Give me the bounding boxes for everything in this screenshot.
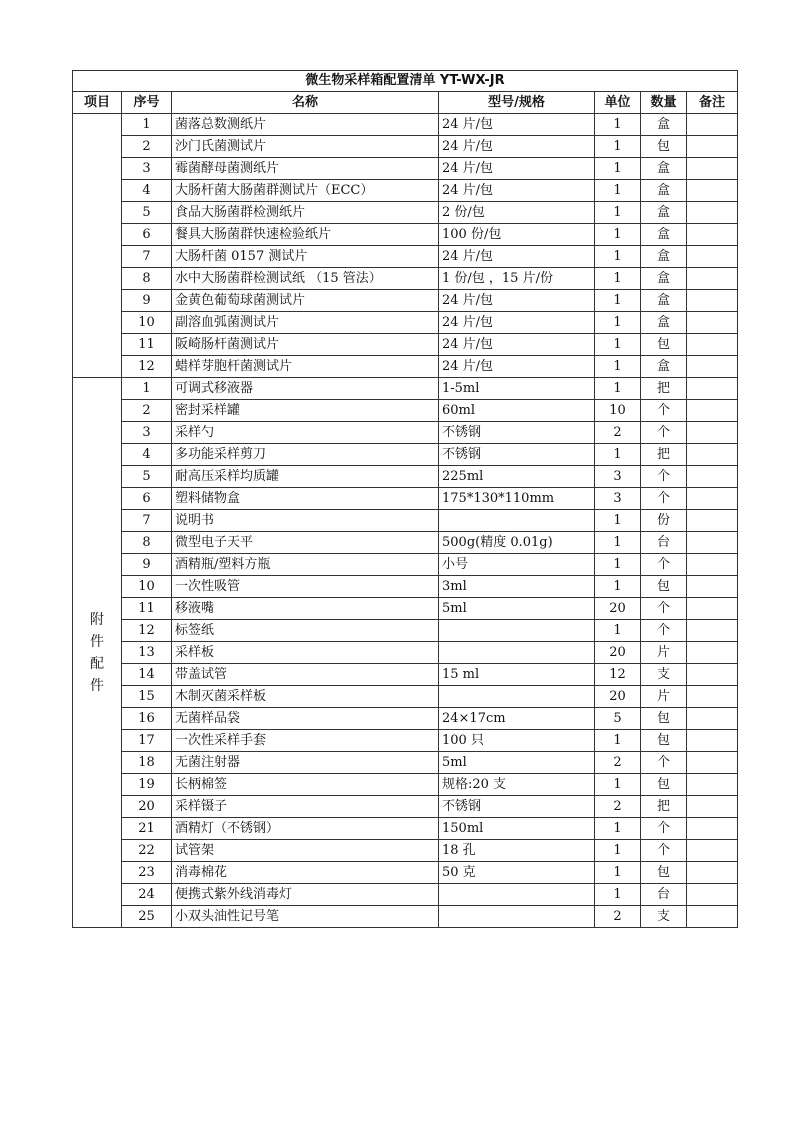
item-no: 2	[122, 400, 172, 422]
item-remark	[687, 202, 738, 224]
item-unit: 10	[595, 400, 641, 422]
item-qty: 支	[641, 664, 687, 686]
item-model	[439, 884, 595, 906]
item-name: 采样镊子	[172, 796, 439, 818]
table-row	[73, 400, 738, 422]
item-no: 23	[122, 862, 172, 884]
item-name: 餐具大肠菌群快速检验纸片	[172, 224, 439, 246]
item-no: 14	[122, 664, 172, 686]
item-name: 可调式移液器	[172, 378, 439, 400]
item-qty: 盒	[641, 114, 687, 136]
item-unit: 1	[595, 576, 641, 598]
item-unit: 1	[595, 180, 641, 202]
item-model: 规格:20 支	[439, 774, 595, 796]
item-unit: 2	[595, 752, 641, 774]
item-remark	[687, 818, 738, 840]
item-name: 食品大肠菌群检测纸片	[172, 202, 439, 224]
item-no: 17	[122, 730, 172, 752]
item-remark	[687, 290, 738, 312]
item-model: 1-5ml	[439, 378, 595, 400]
item-name: 便携式紫外线消毒灯	[172, 884, 439, 906]
item-no: 5	[122, 466, 172, 488]
item-model: 50 克	[439, 862, 595, 884]
table-row	[73, 642, 738, 664]
table-row	[73, 554, 738, 576]
header-model: 型号/规格	[439, 92, 595, 114]
page-title: 微生物采样箱配置清单 YT-WX-JR	[73, 71, 738, 92]
item-model: 24 片/包	[439, 114, 595, 136]
table-row	[73, 884, 738, 906]
table-row	[73, 532, 738, 554]
item-model: 24 片/包	[439, 180, 595, 202]
table-row	[73, 114, 738, 136]
item-qty: 台	[641, 532, 687, 554]
item-qty: 包	[641, 862, 687, 884]
item-remark	[687, 906, 738, 928]
table-row	[73, 136, 738, 158]
item-no: 10	[122, 576, 172, 598]
item-unit: 1	[595, 840, 641, 862]
item-model: 不锈钢	[439, 444, 595, 466]
item-qty: 支	[641, 906, 687, 928]
item-name: 霉菌酵母菌测纸片	[172, 158, 439, 180]
item-no: 22	[122, 840, 172, 862]
table-row	[73, 620, 738, 642]
item-no: 8	[122, 268, 172, 290]
item-no: 19	[122, 774, 172, 796]
item-remark	[687, 378, 738, 400]
item-remark	[687, 730, 738, 752]
item-no: 7	[122, 510, 172, 532]
table-row	[73, 466, 738, 488]
item-unit: 1	[595, 334, 641, 356]
item-model: 5ml	[439, 598, 595, 620]
item-remark	[687, 268, 738, 290]
item-qty: 盒	[641, 356, 687, 378]
item-name: 金黄色葡萄球菌测试片	[172, 290, 439, 312]
item-unit: 1	[595, 290, 641, 312]
item-no: 25	[122, 906, 172, 928]
item-remark	[687, 510, 738, 532]
item-model: 3ml	[439, 576, 595, 598]
item-remark	[687, 576, 738, 598]
item-remark	[687, 400, 738, 422]
item-qty: 个	[641, 840, 687, 862]
item-remark	[687, 444, 738, 466]
item-qty: 个	[641, 422, 687, 444]
item-model: 15 ml	[439, 664, 595, 686]
item-model: 24 片/包	[439, 290, 595, 312]
item-unit: 1	[595, 224, 641, 246]
item-name: 酒精瓶/塑料方瓶	[172, 554, 439, 576]
item-name: 一次性吸管	[172, 576, 439, 598]
title-row	[73, 71, 738, 92]
table-row	[73, 862, 738, 884]
item-remark	[687, 180, 738, 202]
item-remark	[687, 796, 738, 818]
configuration-table	[72, 70, 738, 928]
item-remark	[687, 224, 738, 246]
header-category: 项目	[73, 92, 122, 114]
item-name: 密封采样罐	[172, 400, 439, 422]
item-qty: 包	[641, 136, 687, 158]
item-model: 24 片/包	[439, 246, 595, 268]
item-remark	[687, 840, 738, 862]
item-name: 标签纸	[172, 620, 439, 642]
item-qty: 个	[641, 400, 687, 422]
table-row	[73, 752, 738, 774]
item-name: 移液嘴	[172, 598, 439, 620]
item-remark	[687, 158, 738, 180]
item-no: 6	[122, 488, 172, 510]
item-unit: 1	[595, 730, 641, 752]
item-unit: 1	[595, 114, 641, 136]
item-no: 10	[122, 312, 172, 334]
item-remark	[687, 312, 738, 334]
group-label	[73, 114, 122, 378]
item-model: 24 片/包	[439, 136, 595, 158]
item-model: 100 只	[439, 730, 595, 752]
item-name: 微型电子天平	[172, 532, 439, 554]
item-qty: 包	[641, 576, 687, 598]
item-unit: 1	[595, 510, 641, 532]
item-remark	[687, 334, 738, 356]
header-qty: 数量	[641, 92, 687, 114]
item-qty: 盒	[641, 246, 687, 268]
item-model	[439, 510, 595, 532]
table-row	[73, 598, 738, 620]
item-model: 24 片/包	[439, 334, 595, 356]
table-row	[73, 334, 738, 356]
item-qty: 个	[641, 554, 687, 576]
item-unit: 3	[595, 488, 641, 510]
table-row	[73, 224, 738, 246]
header-no: 序号	[122, 92, 172, 114]
item-qty: 盒	[641, 224, 687, 246]
item-unit: 1	[595, 884, 641, 906]
item-name: 说明书	[172, 510, 439, 532]
table-row	[73, 818, 738, 840]
header-remark: 备注	[687, 92, 738, 114]
table-row	[73, 510, 738, 532]
header-row	[73, 92, 738, 114]
item-qty: 把	[641, 444, 687, 466]
item-unit: 1	[595, 158, 641, 180]
item-name: 大肠杆菌 0157 测试片	[172, 246, 439, 268]
table-row	[73, 708, 738, 730]
item-remark	[687, 642, 738, 664]
item-model: 18 孔	[439, 840, 595, 862]
item-qty: 盒	[641, 290, 687, 312]
item-qty: 盒	[641, 158, 687, 180]
item-qty: 包	[641, 708, 687, 730]
item-no: 3	[122, 422, 172, 444]
item-unit: 2	[595, 422, 641, 444]
item-name: 长柄棉签	[172, 774, 439, 796]
item-model: 60ml	[439, 400, 595, 422]
item-qty: 盒	[641, 268, 687, 290]
item-no: 1	[122, 378, 172, 400]
item-remark	[687, 422, 738, 444]
item-qty: 个	[641, 818, 687, 840]
item-name: 蜡样芽胞杆菌测试片	[172, 356, 439, 378]
table-row	[73, 268, 738, 290]
item-name: 木制灭菌采样板	[172, 686, 439, 708]
item-no: 21	[122, 818, 172, 840]
table-row	[73, 664, 738, 686]
item-unit: 1	[595, 136, 641, 158]
item-remark	[687, 356, 738, 378]
item-unit: 1	[595, 818, 641, 840]
item-remark	[687, 686, 738, 708]
table-row	[73, 488, 738, 510]
item-unit: 1	[595, 774, 641, 796]
item-unit: 1	[595, 202, 641, 224]
item-model: 225ml	[439, 466, 595, 488]
item-model	[439, 620, 595, 642]
item-no: 3	[122, 158, 172, 180]
item-unit: 1	[595, 356, 641, 378]
item-unit: 1	[595, 268, 641, 290]
table-row	[73, 356, 738, 378]
item-name: 消毒棉花	[172, 862, 439, 884]
table-row	[73, 202, 738, 224]
item-model: 150ml	[439, 818, 595, 840]
item-model: 不锈钢	[439, 796, 595, 818]
item-no: 5	[122, 202, 172, 224]
item-remark	[687, 598, 738, 620]
item-name: 水中大肠菌群检测试纸 （15 管法）	[172, 268, 439, 290]
item-remark	[687, 884, 738, 906]
item-qty: 个	[641, 620, 687, 642]
item-remark	[687, 488, 738, 510]
item-model: 175*130*110mm	[439, 488, 595, 510]
item-qty: 包	[641, 334, 687, 356]
table-row	[73, 906, 738, 928]
item-no: 2	[122, 136, 172, 158]
item-model	[439, 642, 595, 664]
item-name: 大肠杆菌大肠菌群测试片（ECC）	[172, 180, 439, 202]
item-unit: 1	[595, 532, 641, 554]
table-row	[73, 576, 738, 598]
item-remark	[687, 664, 738, 686]
table-row	[73, 422, 738, 444]
item-model: 1 份/包 ，15 片/份	[439, 268, 595, 290]
header-unit: 单位	[595, 92, 641, 114]
table-row	[73, 312, 738, 334]
item-no: 1	[122, 114, 172, 136]
table-row	[73, 840, 738, 862]
item-qty: 盒	[641, 312, 687, 334]
item-no: 9	[122, 554, 172, 576]
item-name: 一次性采样手套	[172, 730, 439, 752]
item-no: 7	[122, 246, 172, 268]
header-name: 名称	[172, 92, 439, 114]
item-remark	[687, 466, 738, 488]
item-no: 9	[122, 290, 172, 312]
item-remark	[687, 246, 738, 268]
item-model	[439, 906, 595, 928]
item-model: 500g(精度 0.01g)	[439, 532, 595, 554]
item-name: 菌落总数测纸片	[172, 114, 439, 136]
item-unit: 2	[595, 906, 641, 928]
table-row	[73, 686, 738, 708]
item-qty: 盒	[641, 202, 687, 224]
item-unit: 5	[595, 708, 641, 730]
item-unit: 1	[595, 444, 641, 466]
item-unit: 1	[595, 378, 641, 400]
table-row	[73, 796, 738, 818]
item-remark	[687, 620, 738, 642]
item-unit: 1	[595, 246, 641, 268]
item-remark	[687, 708, 738, 730]
item-unit: 1	[595, 312, 641, 334]
item-remark	[687, 862, 738, 884]
item-no: 16	[122, 708, 172, 730]
item-qty: 份	[641, 510, 687, 532]
table-row	[73, 730, 738, 752]
item-no: 12	[122, 356, 172, 378]
item-unit: 3	[595, 466, 641, 488]
item-remark	[687, 114, 738, 136]
item-name: 小双头油性记号笔	[172, 906, 439, 928]
item-qty: 把	[641, 796, 687, 818]
item-unit: 1	[595, 620, 641, 642]
item-no: 13	[122, 642, 172, 664]
item-name: 试管架	[172, 840, 439, 862]
item-model: 24 片/包	[439, 356, 595, 378]
item-model: 5ml	[439, 752, 595, 774]
item-unit: 20	[595, 598, 641, 620]
item-no: 11	[122, 334, 172, 356]
table-row	[73, 158, 738, 180]
item-remark	[687, 774, 738, 796]
item-no: 20	[122, 796, 172, 818]
item-model: 不锈钢	[439, 422, 595, 444]
item-model: 24×17cm	[439, 708, 595, 730]
item-no: 12	[122, 620, 172, 642]
item-name: 带盖试管	[172, 664, 439, 686]
item-qty: 包	[641, 730, 687, 752]
item-name: 无菌注射器	[172, 752, 439, 774]
item-model: 2 份/包	[439, 202, 595, 224]
item-name: 塑料储物盒	[172, 488, 439, 510]
group-label-text: 附件配件	[90, 611, 104, 694]
item-qty: 片	[641, 642, 687, 664]
item-qty: 个	[641, 752, 687, 774]
item-qty: 包	[641, 774, 687, 796]
item-name: 多功能采样剪刀	[172, 444, 439, 466]
item-no: 11	[122, 598, 172, 620]
item-name: 采样板	[172, 642, 439, 664]
item-no: 4	[122, 180, 172, 202]
item-name: 副溶血弧菌测试片	[172, 312, 439, 334]
item-qty: 台	[641, 884, 687, 906]
item-model: 24 片/包	[439, 158, 595, 180]
table-row	[73, 378, 738, 400]
item-unit: 1	[595, 554, 641, 576]
item-unit: 1	[595, 862, 641, 884]
table-row	[73, 180, 738, 202]
item-model: 24 片/包	[439, 312, 595, 334]
item-remark	[687, 554, 738, 576]
item-unit: 12	[595, 664, 641, 686]
item-name: 沙门氏菌测试片	[172, 136, 439, 158]
item-name: 耐高压采样均质罐	[172, 466, 439, 488]
group-label	[73, 378, 122, 928]
item-qty: 把	[641, 378, 687, 400]
item-name: 采样勺	[172, 422, 439, 444]
table-row	[73, 444, 738, 466]
item-no: 24	[122, 884, 172, 906]
item-qty: 个	[641, 466, 687, 488]
item-unit: 20	[595, 642, 641, 664]
table-row	[73, 246, 738, 268]
item-model: 100 份/包	[439, 224, 595, 246]
item-no: 18	[122, 752, 172, 774]
item-qty: 个	[641, 488, 687, 510]
item-name: 酒精灯（不锈钢）	[172, 818, 439, 840]
item-unit: 20	[595, 686, 641, 708]
item-no: 6	[122, 224, 172, 246]
item-model: 小号	[439, 554, 595, 576]
item-name: 阪崎肠杆菌测试片	[172, 334, 439, 356]
item-qty: 个	[641, 598, 687, 620]
item-no: 4	[122, 444, 172, 466]
item-qty: 盒	[641, 180, 687, 202]
item-unit: 2	[595, 796, 641, 818]
item-no: 8	[122, 532, 172, 554]
item-model	[439, 686, 595, 708]
item-name: 无菌样品袋	[172, 708, 439, 730]
item-remark	[687, 136, 738, 158]
item-remark	[687, 752, 738, 774]
table-row	[73, 774, 738, 796]
item-remark	[687, 532, 738, 554]
item-no: 15	[122, 686, 172, 708]
table-row	[73, 290, 738, 312]
item-qty: 片	[641, 686, 687, 708]
